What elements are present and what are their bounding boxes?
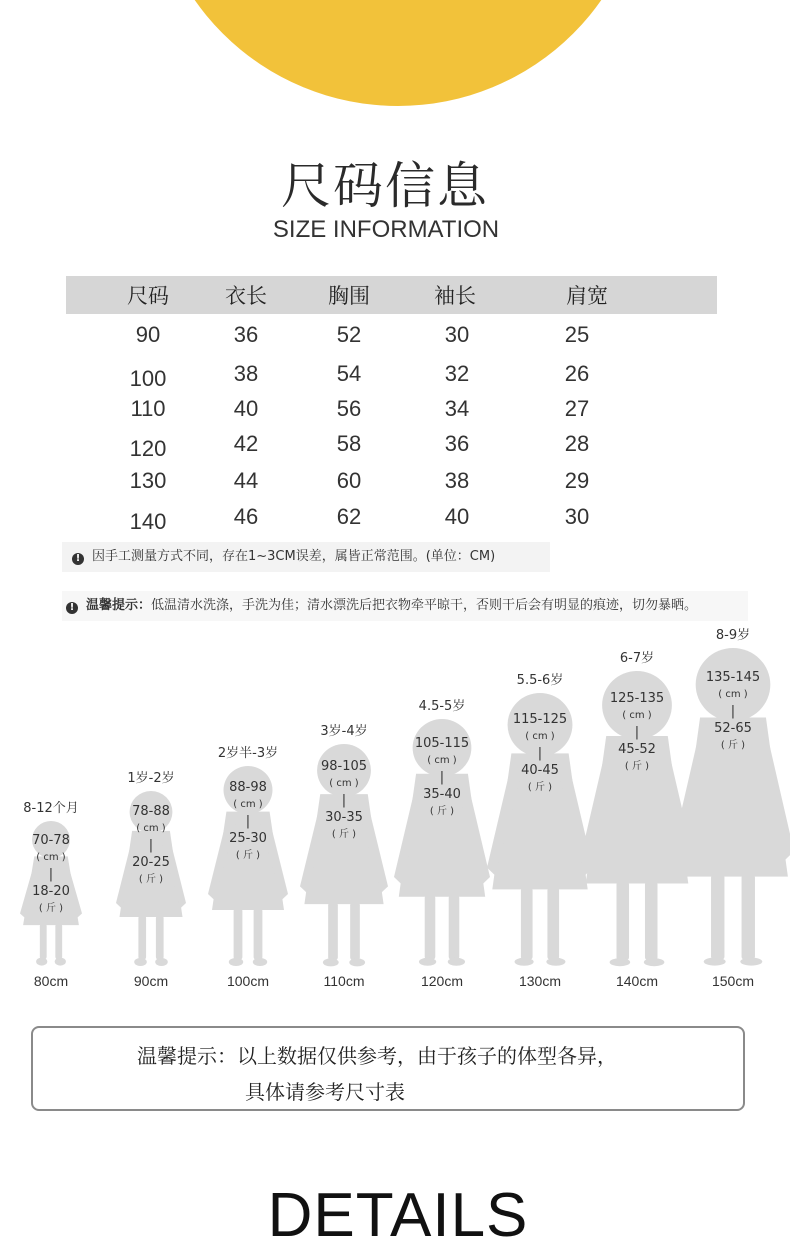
table-cell-shoulder: 28 <box>564 431 590 456</box>
column-header-length: 衣长 <box>225 284 267 308</box>
child-foot-right <box>448 958 465 966</box>
column-header-shoulder: 肩宽 <box>566 284 608 308</box>
child-leg-left <box>234 908 243 960</box>
table-cell-length: 40 <box>233 396 259 421</box>
child-foot-left <box>134 958 147 966</box>
child-height-range: 105-115 <box>414 736 470 752</box>
child-leg-right <box>742 875 755 960</box>
child-age-label: 3岁-4岁 <box>320 723 368 739</box>
child-height-range: 135-145 <box>705 669 761 685</box>
child-age-label: 2岁半-3岁 <box>217 746 279 761</box>
measurement-note-text: 因手工测量方式不同，存在1~3CM误差，属皆正常范围。(单位：CM) <box>92 549 496 564</box>
table-cell-length: 42 <box>233 431 259 456</box>
table-cell-chest: 62 <box>336 504 362 529</box>
child-foot-right <box>740 958 762 966</box>
child-height-unit: ( cm ) <box>622 709 652 721</box>
child-foot-left <box>323 958 339 966</box>
child-height-range: 78-88 <box>132 803 170 819</box>
table-cell-shoulder: 29 <box>564 468 590 493</box>
child-separator: | <box>537 745 543 761</box>
child-weight-range: 25-30 <box>229 831 267 847</box>
child-leg-right <box>547 888 559 960</box>
child-height-range: 88-98 <box>229 780 267 796</box>
child-leg-left <box>138 915 146 960</box>
child-weight-unit: ( 斤 ) <box>624 760 650 772</box>
child-foot-left <box>419 958 436 966</box>
table-cell-size: 90 <box>135 322 161 347</box>
table-cell-length: 46 <box>233 504 259 529</box>
child-measurements <box>706 669 760 754</box>
child-height-range: 98-105 <box>320 759 368 775</box>
table-cell-size: 120 <box>129 436 167 461</box>
table-cell-shoulder: 27 <box>564 396 590 421</box>
table-cell-size: 130 <box>129 468 167 493</box>
child-weight-unit: ( 斤 ) <box>38 902 64 914</box>
table-cell-length: 44 <box>233 468 259 493</box>
child-height-label: 80cm <box>33 973 69 989</box>
child-measurements <box>513 711 567 796</box>
child-measurements <box>132 803 170 888</box>
table-cell-chest: 56 <box>336 396 362 421</box>
child-weight-range: 20-25 <box>132 854 170 870</box>
decorative-yellow-circle <box>150 0 646 106</box>
table-cell-shoulder: 30 <box>564 504 590 529</box>
page-subtitle: SIZE INFORMATION <box>272 216 500 243</box>
child-height-unit: ( cm ) <box>525 730 555 742</box>
table-cell-sleeve: 30 <box>444 322 470 347</box>
table-cell-shoulder: 25 <box>564 322 590 347</box>
child-leg-left <box>521 888 533 960</box>
child-leg-right <box>254 908 263 960</box>
child-measurements <box>610 690 664 775</box>
measurement-note <box>62 542 550 572</box>
child-leg-right <box>449 895 460 960</box>
child-weight-unit: ( 斤 ) <box>527 781 553 793</box>
tip-box <box>31 1026 745 1111</box>
child-separator: | <box>341 793 347 809</box>
child-leg-left <box>616 881 629 960</box>
child-height-label: 140cm <box>615 973 659 989</box>
child-height-unit: ( cm ) <box>427 755 457 767</box>
column-header-size: 尺码 <box>127 284 169 308</box>
child-height-label: 90cm <box>133 973 169 989</box>
child-height-unit: ( cm ) <box>36 851 66 863</box>
size-table-header <box>66 276 717 314</box>
child-foot-right <box>546 958 565 966</box>
child-leg-left <box>711 875 724 960</box>
child-height-label: 120cm <box>420 973 464 989</box>
child-foot-right <box>644 958 665 966</box>
child-measurements <box>229 779 267 864</box>
child-height-label: 150cm <box>711 973 755 989</box>
child-foot-right <box>253 958 267 966</box>
wash-note-label: 温馨提示： <box>86 598 152 613</box>
child-height-unit: ( cm ) <box>329 778 359 790</box>
child-height-range: 70-78 <box>32 832 70 848</box>
child-age-label: 6-7岁 <box>619 650 655 666</box>
child-weight-range: 40-45 <box>521 762 559 778</box>
child-age-label: 4.5-5岁 <box>418 699 466 715</box>
column-header-sleeve: 袖长 <box>434 284 476 308</box>
table-cell-chest: 58 <box>336 431 362 456</box>
table-cell-sleeve: 38 <box>444 468 470 493</box>
child-separator: | <box>148 837 154 853</box>
child-weight-range: 35-40 <box>423 787 461 803</box>
table-cell-length: 38 <box>233 361 259 386</box>
child-leg-right <box>350 902 360 960</box>
column-header-chest: 胸围 <box>328 284 370 308</box>
child-foot-right <box>55 958 66 966</box>
page-title: 尺码信息 <box>281 157 489 215</box>
child-height-label: 110cm <box>323 973 365 989</box>
child-foot-left <box>229 958 243 966</box>
child-height-unit: ( cm ) <box>718 688 748 700</box>
child-height-range: 125-135 <box>609 690 665 706</box>
child-foot-right <box>349 958 365 966</box>
child-age-label: 8-12个月 <box>23 801 79 817</box>
child-weight-unit: ( 斤 ) <box>429 806 455 818</box>
child-weight-unit: ( 斤 ) <box>331 829 357 841</box>
exclamation-circle-icon: ! <box>66 602 78 614</box>
table-cell-sleeve: 40 <box>444 504 470 529</box>
child-weight-unit: ( 斤 ) <box>235 850 261 862</box>
table-cell-sleeve: 34 <box>444 396 470 421</box>
child-leg-left <box>40 924 47 960</box>
child-weight-unit: ( 斤 ) <box>720 739 746 751</box>
child-leg-right <box>55 924 62 960</box>
table-cell-chest: 52 <box>336 322 362 347</box>
child-height-unit: ( cm ) <box>233 799 263 811</box>
child-weight-range: 18-20 <box>32 883 70 899</box>
child-separator: | <box>439 770 445 786</box>
child-height-label: 100cm <box>226 973 270 989</box>
child-measurements <box>321 758 367 843</box>
child-height-label: 130cm <box>518 973 562 989</box>
table-cell-shoulder: 26 <box>564 361 590 386</box>
child-measurements <box>415 735 469 820</box>
wash-note <box>62 591 748 621</box>
child-leg-left <box>425 895 436 960</box>
child-separator: | <box>48 866 54 882</box>
wash-note-text: 低温清水洗涤，手洗为佳；清水漂洗后把衣物牵平晾干，否则干后会有明显的痕迹，切勿暴晒。 <box>151 598 698 613</box>
child-weight-unit: ( 斤 ) <box>138 873 164 885</box>
table-cell-sleeve: 32 <box>444 361 470 386</box>
child-leg-right <box>156 915 164 960</box>
child-foot-left <box>610 958 631 966</box>
table-cell-chest: 60 <box>336 468 362 493</box>
child-leg-right <box>645 881 658 960</box>
child-age-label: 1岁-2岁 <box>127 771 175 786</box>
tip-line-1: 温馨提示：以上数据仅供参考，由于孩子的体型各异， <box>137 1044 617 1068</box>
child-separator: | <box>245 814 251 830</box>
child-foot-right <box>155 958 168 966</box>
child-weight-range: 30-35 <box>325 810 363 826</box>
child-weight-range: 45-52 <box>618 741 656 757</box>
child-separator: | <box>634 724 640 740</box>
table-cell-sleeve: 36 <box>444 431 470 456</box>
child-age-label: 8-9岁 <box>715 628 751 644</box>
child-height-range: 115-125 <box>512 711 568 727</box>
child-leg-left <box>328 902 338 960</box>
child-weight-range: 52-65 <box>714 720 752 736</box>
child-age-label: 5.5-6岁 <box>516 673 564 689</box>
child-foot-left <box>704 958 726 966</box>
table-cell-size: 100 <box>129 366 167 391</box>
tip-line-2: 具体请参考尺寸表 <box>245 1080 405 1104</box>
details-heading: DETAILS <box>267 1181 529 1250</box>
child-foot-left <box>36 958 47 966</box>
table-cell-length: 36 <box>233 322 259 347</box>
child-height-unit: ( cm ) <box>136 822 166 834</box>
child-measurements <box>32 832 70 917</box>
table-cell-size: 140 <box>129 509 167 534</box>
table-cell-chest: 54 <box>336 361 362 386</box>
child-separator: | <box>730 703 736 719</box>
table-cell-size: 110 <box>130 396 166 421</box>
child-foot-left <box>515 958 534 966</box>
exclamation-circle-icon: ! <box>72 553 84 565</box>
